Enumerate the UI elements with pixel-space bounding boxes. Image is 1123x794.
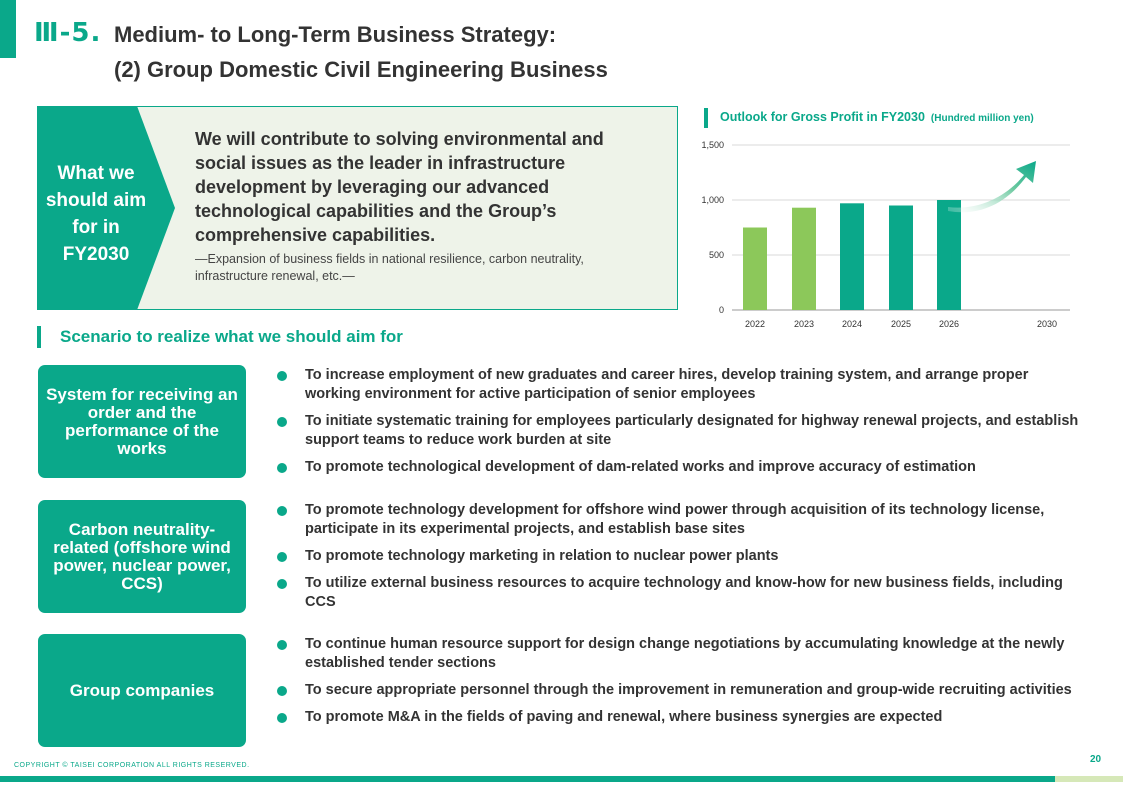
scenario-title: Scenario to realize what we should aim for bbox=[60, 327, 403, 346]
bullet-icon bbox=[277, 552, 287, 562]
chart-title-text: Outlook for Gross Profit in FY2030 bbox=[720, 110, 925, 124]
bullet-icon bbox=[277, 417, 287, 427]
footer-bar-end bbox=[1055, 776, 1123, 782]
category-box-carbon-neutrality bbox=[38, 500, 246, 613]
aim-subtext: —Expansion of business fields in national resilience, carbon neutrality, infrastructure renewal, etc.— bbox=[195, 252, 584, 283]
x-tick-label: 2023 bbox=[793, 319, 815, 329]
page-number: 20 bbox=[1090, 754, 1102, 765]
gross-profit-chart bbox=[690, 135, 1080, 335]
chart-bar-2022 bbox=[743, 228, 767, 311]
list-item: To utilize external business resources to acquire technology and know-how for new business fields, including CCS bbox=[275, 574, 1085, 612]
aim-statement: We will contribute to solving environmental and social issues as the leader in infrastructure development by leveraging our advanced technological capabilities and the Group’s comprehensive capabilities. bbox=[195, 129, 604, 245]
header-accent-bar bbox=[0, 0, 16, 58]
list-item: To promote technology development for offshore wind power through acquisition of its technology license, participate in its experimental projects, and establish base sites bbox=[275, 501, 1085, 539]
x-tick-label: 2025 bbox=[890, 319, 912, 329]
footer-bar bbox=[0, 776, 1055, 782]
x-tick-label: 2030 bbox=[1036, 319, 1058, 329]
x-tick-label: 2024 bbox=[841, 319, 863, 329]
bullet-icon bbox=[277, 463, 287, 473]
category-label: Carbon neutrality-related (offshore wind power, nuclear power, CCS) bbox=[53, 519, 231, 593]
bullet-icon bbox=[277, 506, 287, 516]
list-item: To continue human resource support for design change negotiations by accumulating knowledge at the newly established tender sections bbox=[275, 635, 1085, 673]
page-title-line2: (2) Group Domestic Civil Engineering Business bbox=[114, 57, 608, 82]
category-label: Group companies bbox=[69, 680, 215, 700]
chart-bar-2026 bbox=[937, 200, 961, 310]
y-tick-label: 1,000 bbox=[701, 195, 724, 205]
section-number: Ⅲ-5. bbox=[34, 18, 102, 48]
list-item: To promote M&A in the fields of paving and renewal, where business synergies are expected bbox=[275, 708, 1085, 727]
scenario-title-marker bbox=[37, 326, 41, 348]
chart-bar-2024 bbox=[840, 203, 864, 310]
category-label: System for receiving an order and the performance of the works bbox=[46, 384, 238, 458]
bullet-icon bbox=[277, 640, 287, 650]
x-tick-label: 2026 bbox=[938, 319, 960, 329]
copyright-text: COPYRIGHT © TAISEI CORPORATION ALL RIGHTS RESERVED. bbox=[14, 762, 250, 769]
y-tick-label: 0 bbox=[718, 305, 724, 315]
bullet-list-carbon-neutrality bbox=[275, 501, 1085, 620]
chart-title bbox=[720, 110, 1034, 124]
bullet-icon bbox=[277, 579, 287, 589]
x-tick-label: 2022 bbox=[744, 319, 766, 329]
list-item: To increase employment of new graduates and career hires, develop training system, and arrange proper working environment for active participation of senior employees bbox=[275, 366, 1085, 404]
bullet-icon bbox=[277, 713, 287, 723]
growth-arrow-icon bbox=[948, 161, 1036, 212]
bullet-icon bbox=[277, 371, 287, 381]
chart-bar-2025 bbox=[889, 206, 913, 311]
chart-unit: (Hundred million yen) bbox=[930, 113, 1034, 124]
aim-label: What we should aim for in FY2030 bbox=[45, 163, 147, 265]
chart-bar-2023 bbox=[792, 208, 816, 310]
bullet-icon bbox=[277, 686, 287, 696]
list-item: To promote technological development of dam-related works and improve accuracy of estimation bbox=[275, 458, 1085, 477]
page-title-line1: Medium- to Long-Term Business Strategy: bbox=[114, 22, 557, 47]
list-item: To secure appropriate personnel through the improvement in remuneration and group-wide recruiting activities bbox=[275, 681, 1085, 700]
list-item: To initiate systematic training for employees particularly designated for highway renewal projects, and establish support teams to reduce work burden at site bbox=[275, 412, 1085, 450]
category-box-group-companies bbox=[38, 634, 246, 747]
y-tick-label: 1,500 bbox=[701, 140, 724, 150]
bullet-list-group-companies bbox=[275, 635, 1085, 735]
category-box-order-system bbox=[38, 365, 246, 478]
chart-title-marker bbox=[704, 108, 708, 128]
y-tick-label: 500 bbox=[708, 250, 724, 260]
list-item: To promote technology marketing in relation to nuclear power plants bbox=[275, 547, 1085, 566]
bullet-list-order-system bbox=[275, 366, 1085, 485]
